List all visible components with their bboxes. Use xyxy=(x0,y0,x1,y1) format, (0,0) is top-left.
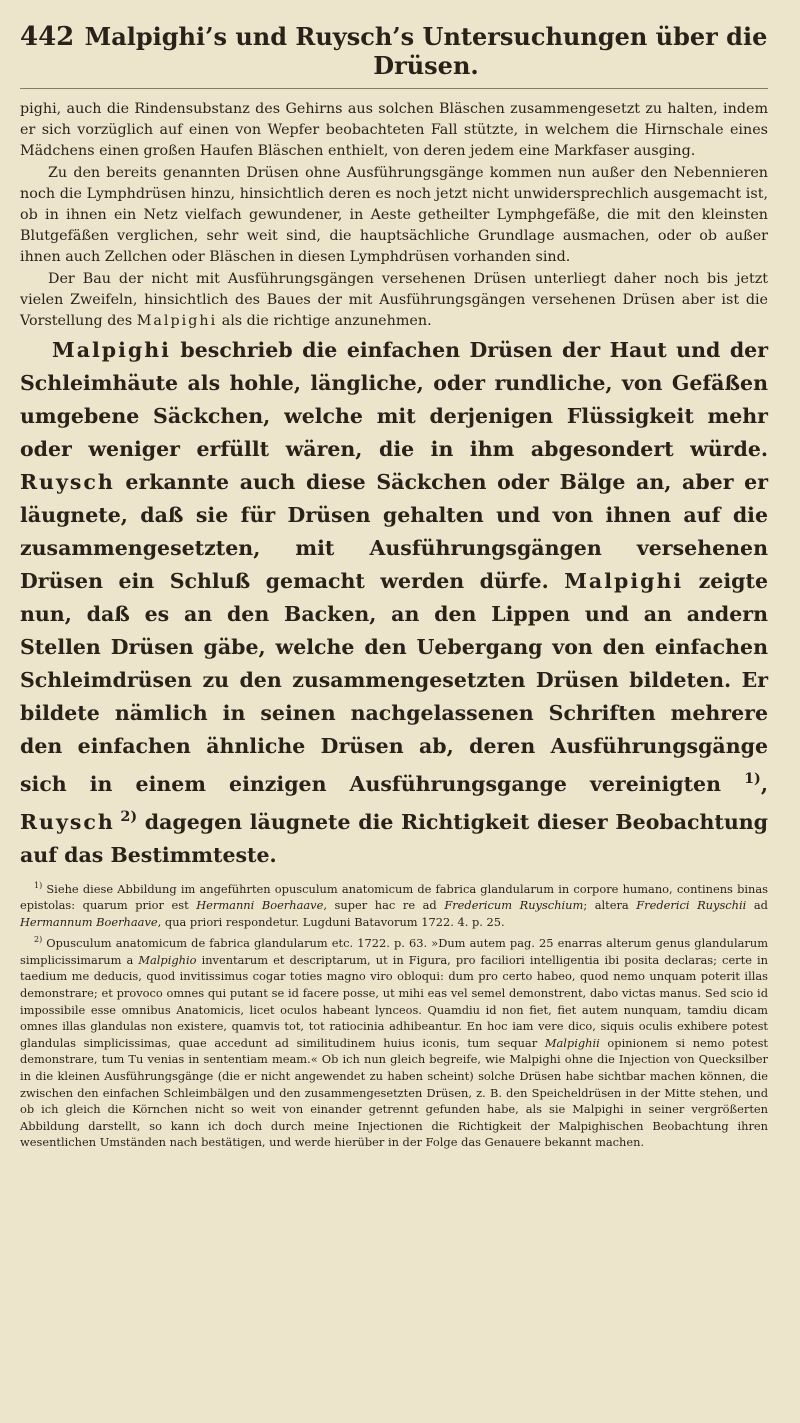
italic-name: Fredericum Ruyschium xyxy=(444,898,584,913)
text-run: opinionem si nemo potest demonstrare, tum Tu venias in sententiam meam.« Ob ich nun gleich begreife, wie Malpighi ohne die Injection von Quecksilber in die kleinen Ausführungsgänge (die er nicht angewendet zu haben scheint) solche Drüsen habe sichtbar machen können, die zwischen den einfachen Schleimbälgen und den zusammengesetzten Drüsen, z. B. den Speicheldrüsen in der Mitte stehen, und ob ich gleich die Körnchen nicht so weit von einander getrennt gefunden habe, als sie Malpighi in seiner vergrößerten Abbildung darstellt, so kann ich doch durch meine Injectionen die Richtigkeit der Malpighischen Beobachtung ihren wesentlichen Umständen nach bestätigen, und werde hierüber in der Folge das Genauere bekannt machen. xyxy=(20,1035,769,1150)
paragraph-lymph-glands: Zu den bereits genannten Drüsen ohne Ausführungsgänge kommen nun außer den Nebennieren noch die Lymphdrüsen hinzu, hinsichtlich deren es noch jetzt nicht unwidersprechlich ausgemacht ist, ob in ihnen ein Netz vielfach gewundener, in Aeste getheilter Lymphgefäße, die mit den kleinsten Blutgefäßen verglichen, sehr weit sind, die hauptsächliche Grundlage ausmachen, oder ob außer ihnen auch Zellchen oder Bläschen in diesen Lymphdrüsen vorhanden sind. xyxy=(20,164,768,266)
footnote-ref-1: 1) xyxy=(744,771,761,788)
text-run: erkannte auch diese Säckchen oder Bälge an, aber er läugnete, daß sie für Drüsen gehalten und von ihnen auf die zusammengesetzten, mit Ausführungsgängen versehenen Drüsen ein Schluß gemacht werden dürfe. xyxy=(20,470,768,594)
paragraph-continued: pighi, auch die Rindensubstanz des Gehirns aus solchen Bläschen zusammengesetzt zu halten, indem er sich vorzüglich auf einen von Wepfer beobachteten Fall stützte, in welchem die Hirnschale eines Mädchens einen großen Haufen Bläschen enthielt, von deren jedem eine Markfaser ausging. xyxy=(20,101,768,160)
author-name: Malpighi xyxy=(52,338,171,363)
italic-name: Hermanni Boerhaave xyxy=(196,898,324,913)
text-run: Opusculum anatomicum de fabrica glandularum etc. 1722. p. 63. »Dum autem pag. 25 enarras alterum genus glandularum simplicissimarum a xyxy=(20,936,768,967)
running-head: Malpighi’s und Ruysch’s Untersuchungen über die Drüsen. xyxy=(84,22,768,80)
text-run: , xyxy=(760,772,768,797)
text-run: Siehe diese Abbildung im angeführten opusculum anatomicum de fabrica glandularum in corpore humano, continens binas epistolas: quarum prior est xyxy=(20,881,768,913)
footnote-1 xyxy=(20,878,768,931)
text-run: , super hac re ad xyxy=(323,898,445,913)
paragraph-gland-structure xyxy=(20,269,768,333)
text-run: beschrieb die einfachen Drüsen der Haut und der Schleimhäute als hohle, längliche, oder rundliche, von Gefäßen umgebene Säckchen, welche mit derjenigen Flüssigkeit mehr oder weniger erfüllt wären, die in ihm abgesondert würde. xyxy=(20,338,768,462)
italic-name: Frederici Ruyschii xyxy=(636,898,747,913)
author-name: Malpighi xyxy=(136,313,218,330)
italic-name: Hermannum Boerhaave xyxy=(20,914,158,929)
text-run: inventarum et descriptarum, ut in Figura, pro faciliori intelligentia ibi posita declaras; certe in taedium me deducis, quod invitissimus cogar toties magno viro obloqui: dum pro certo habeo, quod nemo unquam poterit illas demonstrare; et provoco omnes qui putant se id facere posse, ut mihi eas vel semel demonstrent, dabo victas manus. Sed scio id impossibile esse omnibus Anatomicis, licet oculos habeant lynceos. Quamdiu id non fiet, fiet autem nunquam, tamdiu dicam omnes illas glandulas non existere, quamvis tot, tot ratiocinia adhibeantur. En hoc iam vere dico, siquis oculis exhibere potest glandulas simplicissimas, quae accedunt ad similitudinem huius iconis, tum sequar xyxy=(20,952,768,1050)
italic-name: Malpighii xyxy=(544,1035,600,1050)
author-name: Ruysch xyxy=(20,470,115,495)
text-run: ; altera xyxy=(583,898,637,913)
text-run: ad xyxy=(746,898,768,913)
text-run: dagegen läugnete die Richtigkeit dieser Beobachtung auf das Bestimmteste. xyxy=(20,809,768,867)
page-number: 442 xyxy=(20,22,75,52)
footnote-ref-2: 2) xyxy=(114,809,138,826)
text-run: , qua priori respondetur. Lugduni Batavorum 1722. 4. p. 25. xyxy=(157,914,505,929)
footnote-2 xyxy=(20,932,768,1151)
footnote-marker: 1) xyxy=(34,880,43,890)
author-name: Ruysch xyxy=(20,809,115,834)
author-name: Malpighi xyxy=(564,569,684,594)
text-run: als die richtige anzunehmen. xyxy=(217,313,432,330)
text-run: zeigte nun, daß es an den Backen, an den Lippen und an andern Stellen Drüsen gäbe, welche den Uebergang von den einfachen Schleimdrüsen zu den zusammengesetzten Drüsen bildeten. Er bildete nämlich in seinen nachgelassenen Schriften mehrere den einfachen ähnliche Drüsen ab, deren Ausführungsgänge sich in einem einzigen Ausführungsgange vereinigten xyxy=(20,569,768,797)
paragraph-malpighi-ruysch xyxy=(20,334,768,872)
page-header xyxy=(20,22,768,89)
footnote-marker: 2) xyxy=(34,935,43,945)
text-run: Der Bau der nicht mit Ausführungsgängen versehenen Drüsen unterliegt daher noch bis jetzt vielen Zweifeln, hinsichtlich des Baues der mit Ausführungsgängen versehenen Drüsen aber ist die Vorstellung des xyxy=(20,270,768,330)
italic-name: Malpighio xyxy=(138,952,197,967)
footnotes xyxy=(20,878,768,1151)
